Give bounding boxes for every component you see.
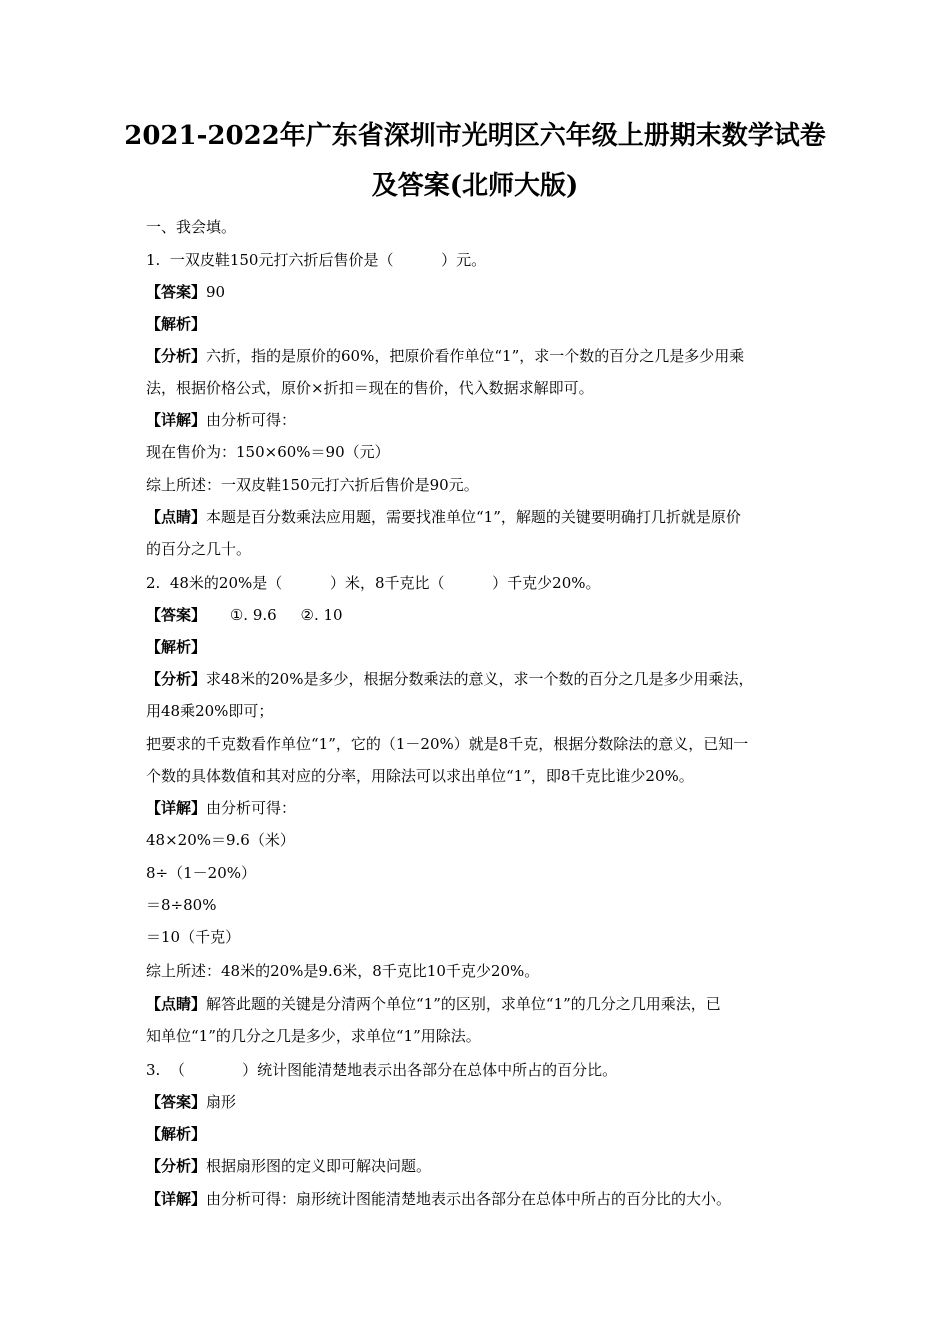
detail-2-summary: 综上所述：48米的20%是9.6米，8千克比10千克少20%。 bbox=[146, 962, 540, 980]
detail-2-line-1: 48×20%＝9.6（米） bbox=[146, 831, 295, 849]
analysis-3: 【分析】根据扇形图的定义即可解决问题。 bbox=[146, 1157, 432, 1175]
question-1: 1. 一双皮鞋150元打六折后售价是（ ）元。 bbox=[146, 251, 487, 269]
comment-2-line-1: 【点睛】解答此题的关键是分清两个单位“1”的区别，求单位“1”的几分之几用乘法，已 bbox=[146, 995, 721, 1013]
detail-label-2: 【详解】由分析可得： bbox=[146, 799, 297, 817]
answer-1: 【答案】90 bbox=[146, 283, 226, 301]
analysis-2-line-3: 把要求的千克数看作单位“1”，它的（1－20%）就是8千克，根据分数除法的意义，已知一 bbox=[146, 735, 749, 753]
comment-2-line-2: 知单位“1”的几分之几是多少，求单位“1”用除法。 bbox=[146, 1027, 481, 1045]
section-heading: 一、我会填。 bbox=[146, 218, 237, 236]
question-2: 2. 48米的20%是（ ）米，8千克比（ ）千克少20%。 bbox=[146, 574, 601, 592]
analysis-2-line-2: 用48乘20%即可； bbox=[146, 702, 274, 720]
analysis-1-line-1: 【分析】六折，指的是原价的60%，把原价看作单位“1”，求一个数的百分之几是多少用乘 bbox=[146, 347, 745, 365]
analysis-label-1: 【解析】 bbox=[146, 315, 207, 333]
question-3: 3. （ ）统计图能清楚地表示出各部分在总体中所占的百分比。 bbox=[146, 1061, 618, 1079]
comment-1-line-1: 【点睛】本题是百分数乘法应用题，需要找准单位“1”，解题的关键要明确打几折就是原价 bbox=[146, 508, 741, 526]
answer-2: 【答案】 ①. 9.6 ②. 10 bbox=[146, 606, 343, 624]
document-title-line-1: 2021-2022年广东省深圳市光明区六年级上册期末数学试卷 bbox=[124, 121, 826, 151]
detail-2-line-4: ＝10（千克） bbox=[146, 928, 241, 946]
comment-1-line-2: 的百分之几十。 bbox=[146, 540, 252, 558]
document-title-line-2: 及答案(北师大版) bbox=[371, 171, 579, 201]
detail-2-line-3: ＝8÷80% bbox=[146, 896, 217, 914]
detail-2-line-2: 8÷（1－20%） bbox=[146, 864, 256, 882]
detail-1-line-1: 现在售价为：150×60%＝90（元） bbox=[146, 443, 390, 461]
detail-3: 【详解】由分析可得：扇形统计图能清楚地表示出各部分在总体中所占的百分比的大小。 bbox=[146, 1190, 732, 1208]
detail-label-1: 【详解】由分析可得： bbox=[146, 411, 297, 429]
analysis-label-3: 【解析】 bbox=[146, 1125, 207, 1143]
detail-1-summary: 综上所述：一双皮鞋150元打六折后售价是90元。 bbox=[146, 476, 479, 494]
analysis-1-line-2: 法，根据价格公式，原价×折扣＝现在的售价，代入数据求解即可。 bbox=[146, 379, 594, 397]
answer-3: 【答案】扇形 bbox=[146, 1093, 237, 1111]
analysis-label-2: 【解析】 bbox=[146, 638, 207, 656]
analysis-2-line-4: 个数的具体数值和其对应的分率，用除法可以求出单位“1”，即8千克比谁少20%。 bbox=[146, 767, 694, 785]
analysis-2-line-1: 【分析】求48米的20%是多少，根据分数乘法的意义，求一个数的百分之几是多少用乘法， bbox=[146, 670, 754, 688]
